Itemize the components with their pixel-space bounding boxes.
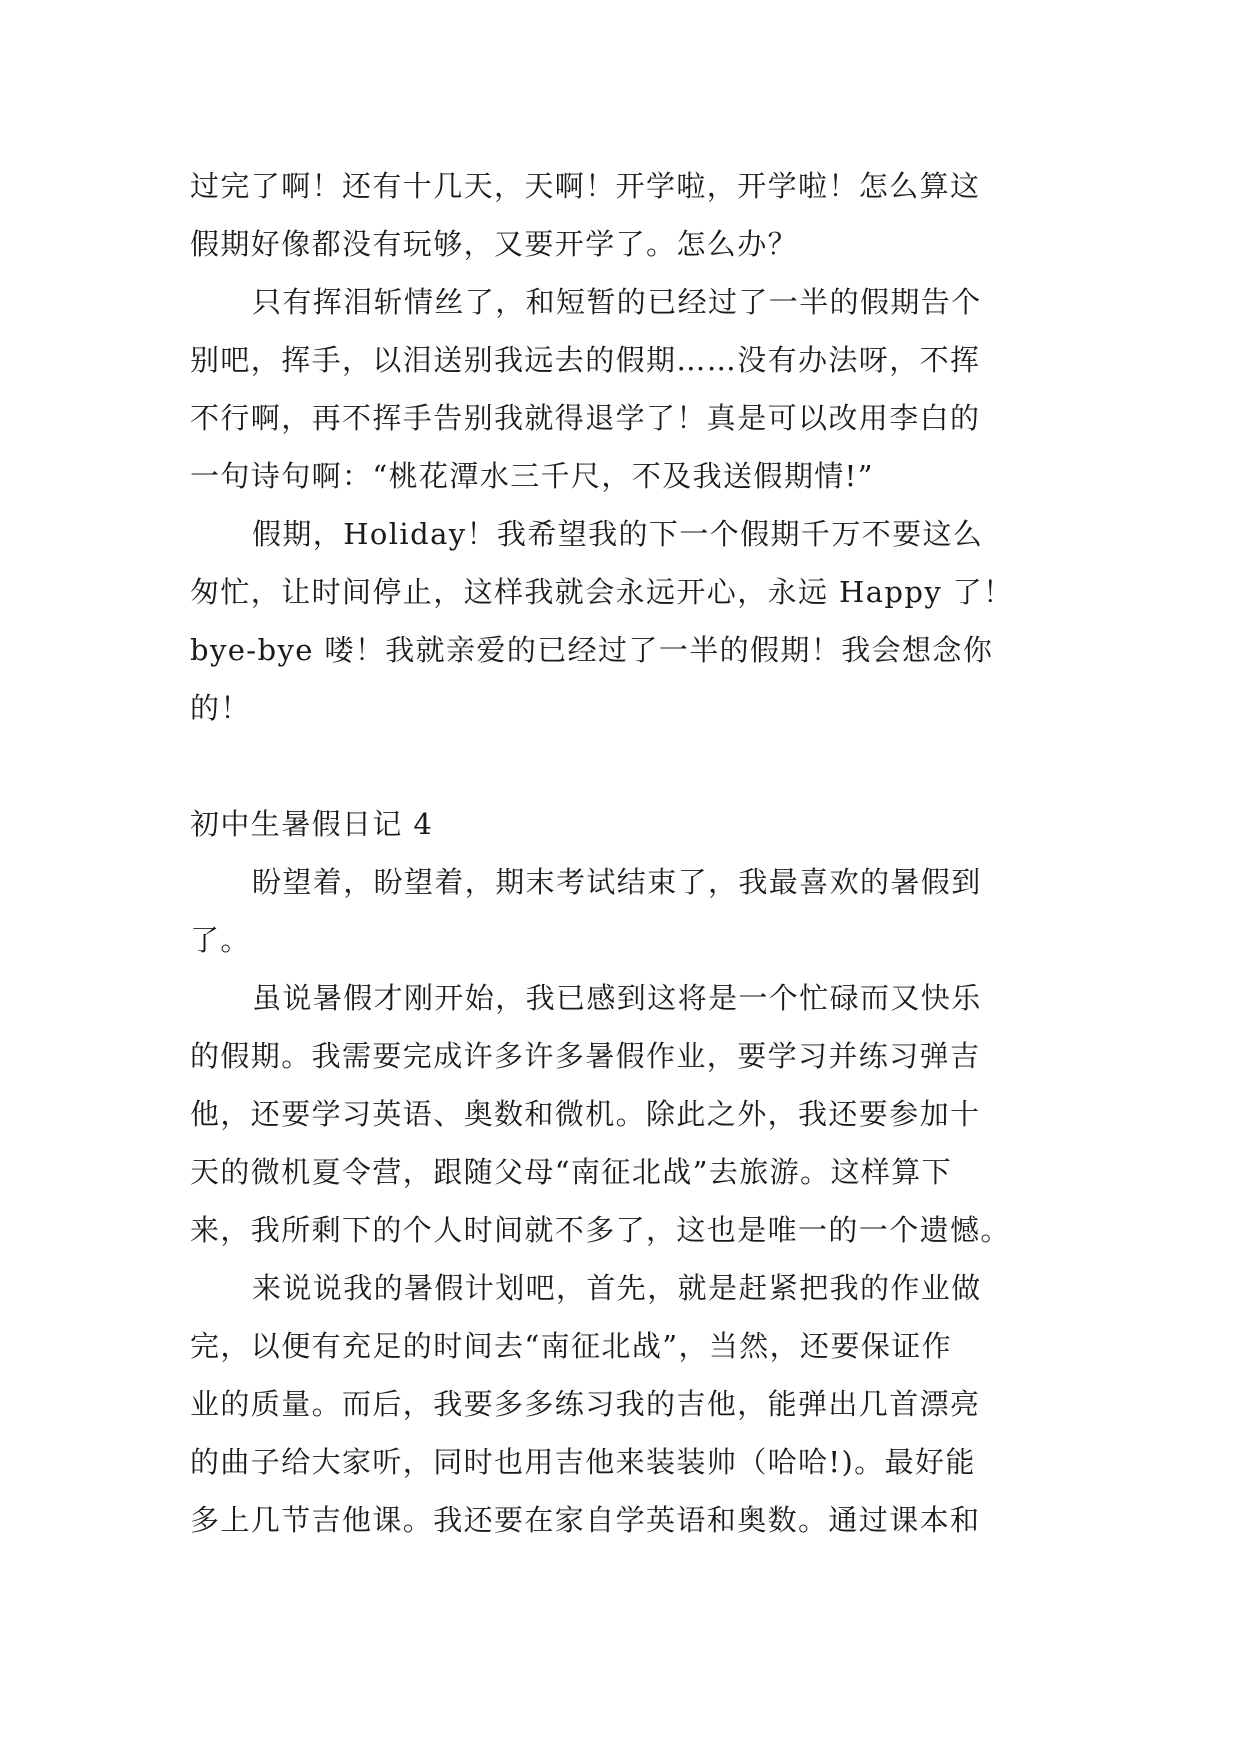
text-line: 别吧，挥手，以泪送别我远去的假期……没有办法呀，不挥: [190, 343, 981, 377]
section-heading: 初中生暑假日记 4: [190, 807, 434, 841]
paragraph-start: 假期，Holiday！我希望我的下一个假期千万不要这么: [252, 517, 984, 551]
text-line: 天的微机夏令营，跟随父母“南征北战”去旅游。这样算下: [190, 1155, 953, 1189]
text-line: 假期好像都没有玩够，又要开学了。怎么办？: [190, 227, 799, 261]
text-line: 了。: [190, 923, 251, 957]
text-line: 的假期。我需要完成许多许多暑假作业，要学习并练习弹吉: [190, 1039, 981, 1073]
text-line: 不行啊，再不挥手告别我就得退学了！真是可以改用李白的: [190, 401, 981, 435]
text-line: bye-bye 喽！我就亲爱的已经过了一半的假期！我会想念你: [190, 633, 994, 667]
text-line: 的曲子给大家听，同时也用吉他来装装帅（哈哈!)。最好能: [190, 1445, 976, 1479]
paragraph-start: 来说说我的暑假计划吧，首先，就是赶紧把我的作业做: [252, 1271, 982, 1305]
text-line: 一句诗句啊：“桃花潭水三千尺，不及我送假期情!”: [190, 459, 874, 493]
text-line: 过完了啊！还有十几天，天啊！开学啦，开学啦！怎么算这: [190, 169, 981, 203]
text-line: 的！: [190, 691, 251, 725]
paragraph-start: 虽说暑假才刚开始，我已感到这将是一个忙碌而又快乐: [252, 981, 982, 1015]
text-line: 来，我所剩下的个人时间就不多了，这也是唯一的一个遗憾。: [190, 1213, 1011, 1247]
paragraph-start: 只有挥泪斩情丝了，和短暂的已经过了一半的假期告个: [252, 285, 982, 319]
text-line: 匆忙，让时间停止，这样我就会永远开心，永远 Happy 了！: [190, 575, 1014, 609]
text-line: 他，还要学习英语、奥数和微机。除此之外，我还要参加十: [190, 1097, 981, 1131]
paragraph-start: 盼望着，盼望着，期末考试结束了，我最喜欢的暑假到: [252, 865, 982, 899]
text-line: 多上几节吉他课。我还要在家自学英语和奥数。通过课本和: [190, 1503, 981, 1537]
text-line: 完，以便有充足的时间去“南征北战”，当然，还要保证作: [190, 1329, 953, 1363]
text-line: 业的质量。而后，我要多多练习我的吉他，能弹出几首漂亮: [190, 1387, 981, 1421]
